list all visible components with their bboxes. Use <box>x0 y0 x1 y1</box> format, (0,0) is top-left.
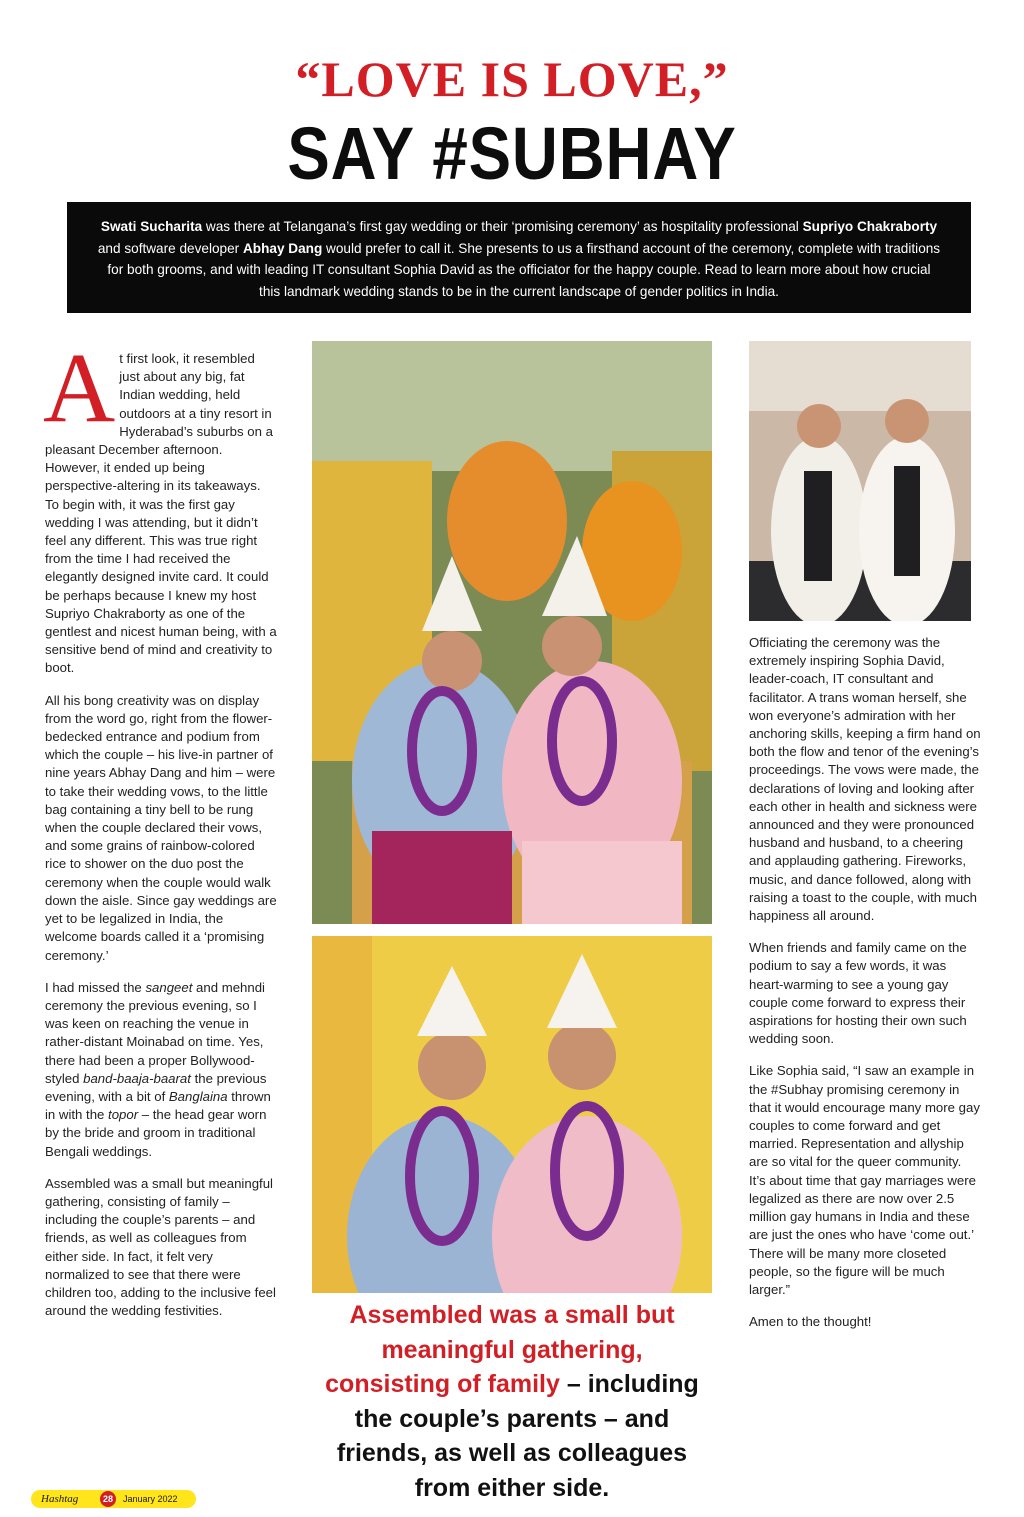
left-paragraph-2: All his bong creativity was on display from the word go, right from the flower-bedecked entrance and podium from which the couple – his live-in partner of nine years Abhay Dang and him – were to take their wedding vows, to the little bag containing a tiny bell to be rung when the couple declared their vows, and some grains of rainbow-colored rice to shower on the duo post the ceremony when the couple would walk down the aisle. Since gay weddings are yet to be legalized in India, the welcome boards called it a ‘promising ceremony.’ <box>45 692 277 963</box>
pull-quote <box>320 1298 704 1505</box>
right-paragraph-1: Officiating the ceremony was the extremely inspiring Sophia David, leader-coach, IT consultant and facilitator. A trans woman herself, she won everyone’s admiration with her anchoring skills, keeping a firm hand on both the flow and tenor of the evening’s proceedings. The vows were made, the declarations of loving and looking after each other in health and sickness were announced and they were pronounced husband and husband, to a cheering and applauding gathering. Fireworks, music, and dance followed, along with raising a toast to the couple, with much happiness all around. <box>749 635 981 924</box>
photo-couple-portrait <box>312 936 712 1293</box>
right-paragraph-2: When friends and family came on the podium to say a few words, it was heart-warming to see a young gay couple come forward to express their aspirations for hosting their own such wedding soon. <box>749 940 967 1047</box>
headline-quote: “LOVE IS LOVE,” <box>295 51 729 107</box>
left-paragraph-4: Assembled was a small but meaningful gathering, consisting of family – including the couple’s parents – and friends, as well as colleagues from either side. In fact, it felt very normalized to see that there were children too, adding to the inclusive feel around the wedding festivities. <box>45 1175 276 1319</box>
intro-text-3: would prefer to call it. She presents to us a firsthand account of the ceremony, complete with traditions for both grooms, and with leading IT consultant Sophia David as the officiator for the happy couple. Read to learn more about how crucial this landmark wedding stands to be in the current landscape of gender politics in India. <box>107 240 941 299</box>
intro-text-2: and software developer <box>97 240 243 256</box>
italic-term: topor <box>108 1107 139 1123</box>
italic-term: sangeet <box>145 979 193 995</box>
pull-quote-highlight: Assembled was a small but meaningful gathering, consisting of family <box>325 1301 675 1398</box>
text-run: – the head gear worn by the bride and groom in traditional Bengali weddings. <box>45 1107 267 1159</box>
text-run: I had missed the <box>45 979 146 995</box>
photo-couple-seated <box>312 341 712 924</box>
photo-couple-walking <box>749 341 971 621</box>
left-paragraph-1 <box>43 332 277 678</box>
left-paragraph-3 <box>45 979 277 1161</box>
intro-name-abhay: Abhay Dang <box>242 240 323 256</box>
left-paragraph-1-text: t first look, it resembled just about any big, fat Indian wedding, held outdoors at a tiny resort in Hyderabad’s suburbs on a pleasant December afternoon. However, it ended up being perspective-altering in its takeaways. To begin with, it was the first gay wedding I was attending, but it didn’t feel any different. This was true right from the time I had received the elegantly designed invite card. It could be perhaps because I knew my host Supriyo Chakraborty as one of the gentlest and nicest human being, with a sensitive bend of mind and creativity to boot. <box>45 351 277 676</box>
photo-couple-portrait-illustration <box>312 936 712 1293</box>
magazine-logo: Hashtag <box>41 1493 79 1505</box>
photo-couple-walking-illustration <box>749 341 971 621</box>
page-footer <box>31 1490 196 1508</box>
page-number: 28 <box>100 1491 116 1507</box>
intro-author: Swati Sucharita <box>100 219 203 234</box>
italic-term: band-baaja-baarat <box>83 1070 191 1086</box>
drop-cap: A <box>43 332 116 443</box>
left-column <box>43 332 277 1334</box>
text-run: and mehndi ceremony the previous evening, so I was keen on reaching the venue in rather-distant Moinabad on time. Yes, there had been a proper Bollywood-styled <box>45 979 265 1086</box>
headline-title: SAY #SUBHAY <box>287 112 737 195</box>
right-column <box>749 634 981 1345</box>
right-paragraph-3: Like Sophia said, “I saw an example in the #Subhay promising ceremony in that it would encourage many more gay couples to come forward and get married. Representation and allyship are so vital for the queer community. It’s about time that gay marriages were legalized as there are now over 2.5 million gay humans in India and these are just the ones who have ‘come out.’ There will be many more closeted people, so the figure will be much larger.” <box>749 1063 980 1297</box>
pull-quote-rest: – including the couple’s parents – and friends, as well as colleagues from either side. <box>336 1370 699 1502</box>
right-paragraph-4: Amen to the thought! <box>749 1314 872 1330</box>
issue-date: January 2022 <box>123 1494 178 1504</box>
italic-term: Banglaina <box>168 1088 228 1104</box>
text-run: the previous evening, with a bit of <box>45 1070 267 1104</box>
intro-box <box>67 202 971 313</box>
text-run: thrown in with the <box>45 1088 271 1123</box>
photo-couple-seated-illustration <box>312 341 712 924</box>
intro-name-supriyo: Supriyo Chakraborty <box>802 219 938 234</box>
intro-text-1: was there at Telangana’s first gay wedding or their ‘promising ceremony’ as hospitality professional <box>202 219 803 234</box>
